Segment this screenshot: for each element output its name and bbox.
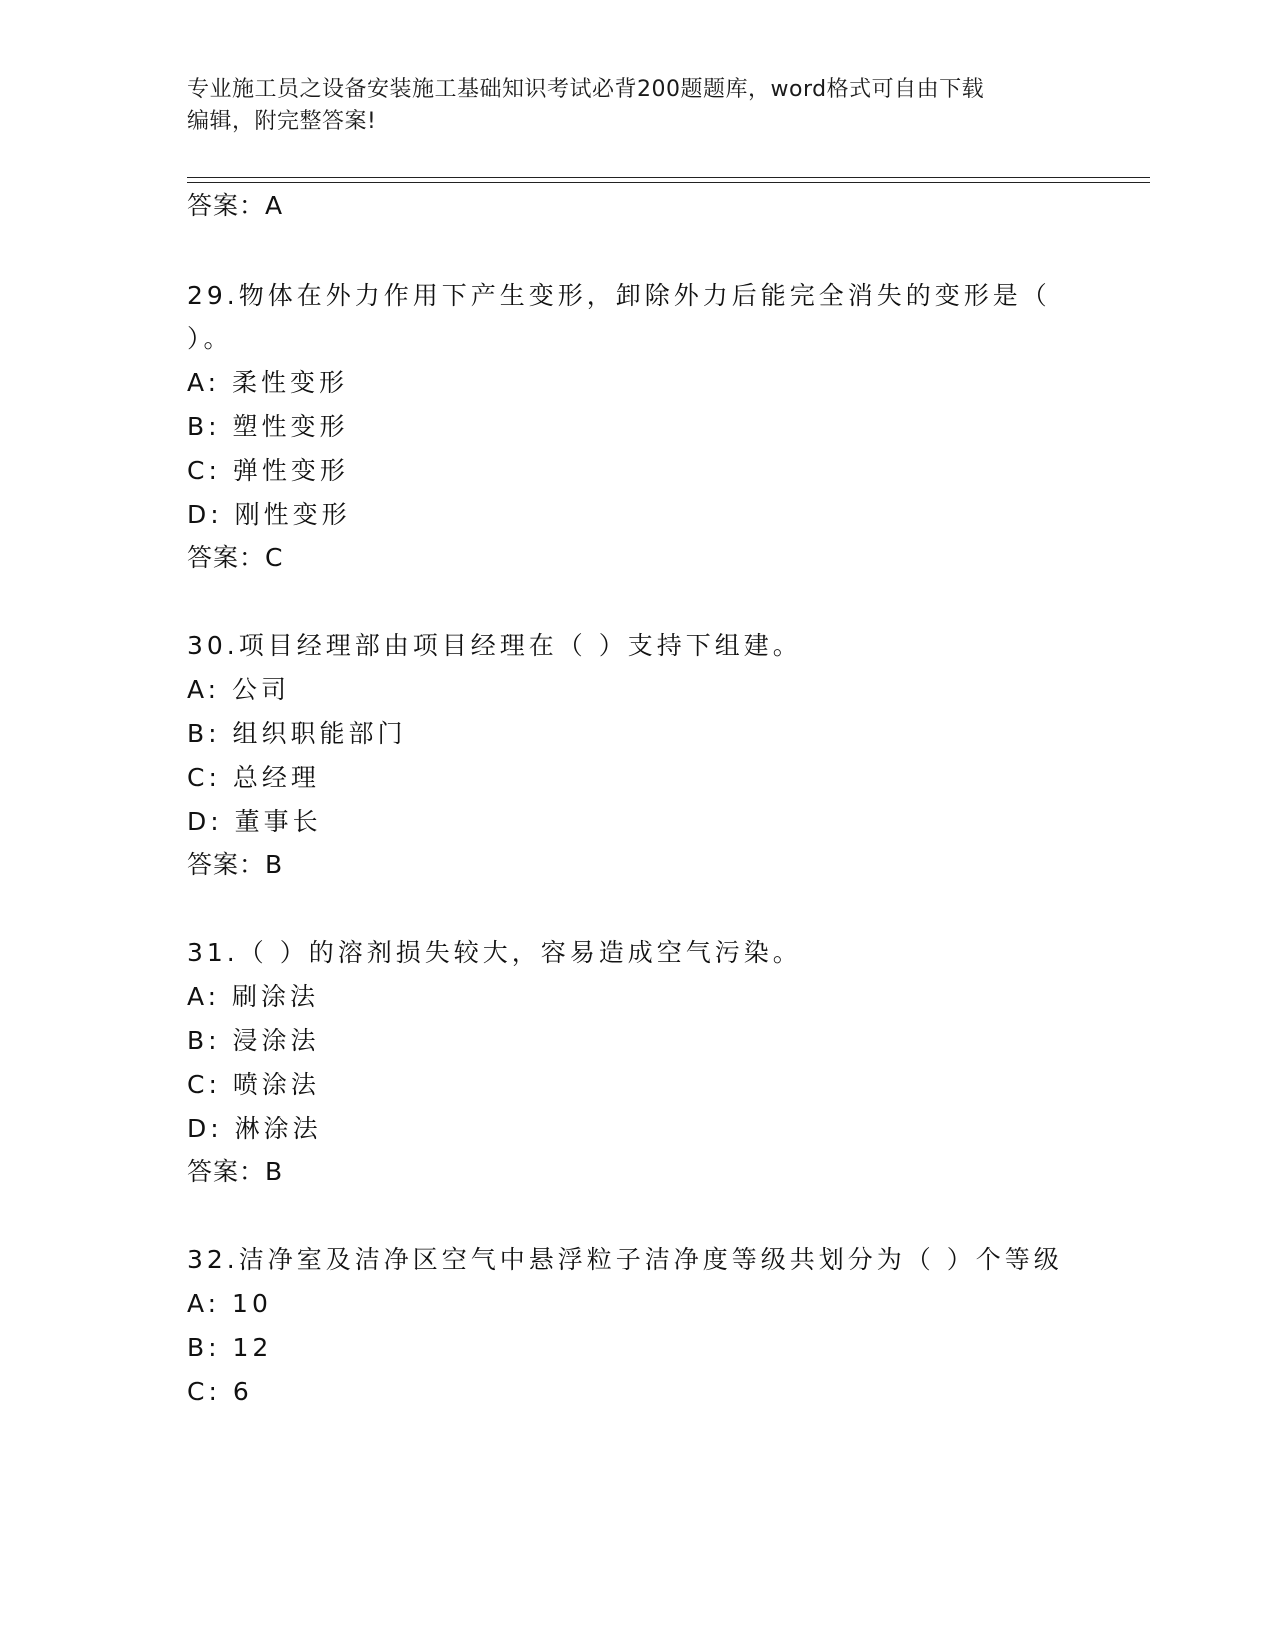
option-b: B: 浸涂法 (187, 1026, 320, 1055)
answer-line: 答案：B (187, 1157, 284, 1186)
header-line-2: 编辑，附完整答案! (187, 109, 377, 134)
question-29: 29.物体在外力作用下产生变形，卸除外力后能完全消失的变形是（ (187, 281, 1051, 310)
option-a: A: 刷涂法 (187, 982, 320, 1011)
answer-line: 答案：A (187, 191, 284, 220)
answer-line: 答案：C (187, 543, 284, 572)
option-b: B: 组织职能部门 (187, 719, 407, 748)
header-rule-bottom (187, 182, 1150, 183)
option-c: C: 总经理 (187, 763, 320, 792)
option-c: C: 喷涂法 (187, 1070, 320, 1099)
option-a: A: 10 (187, 1289, 272, 1318)
option-c: C: 弹性变形 (187, 456, 349, 485)
question-32: 32.洁净室及洁净区空气中悬浮粒子洁净度等级共划分为（ ）个等级 (187, 1245, 1063, 1274)
question-30: 30.项目经理部由项目经理在（ ）支持下组建。 (187, 631, 802, 660)
option-a: A: 公司 (187, 675, 291, 704)
answer-line: 答案：B (187, 850, 284, 879)
question-29-cont: ）。 (187, 324, 233, 353)
option-b: B: 12 (187, 1333, 273, 1362)
option-a: A: 柔性变形 (187, 368, 349, 397)
header-line-1: 专业施工员之设备安装施工基础知识考试必背200题题库，word格式可自由下载 (187, 77, 985, 102)
header-rule-top (187, 177, 1150, 178)
option-d: D: 淋涂法 (187, 1114, 322, 1143)
document-header (187, 74, 1067, 138)
option-b: B: 塑性变形 (187, 412, 349, 441)
question-31: 31.（ ）的溶剂损失较大，容易造成空气污染。 (187, 938, 802, 967)
option-d: D: 刚性变形 (187, 500, 351, 529)
option-c: C: 6 (187, 1377, 253, 1406)
option-d: D: 董事长 (187, 807, 322, 836)
